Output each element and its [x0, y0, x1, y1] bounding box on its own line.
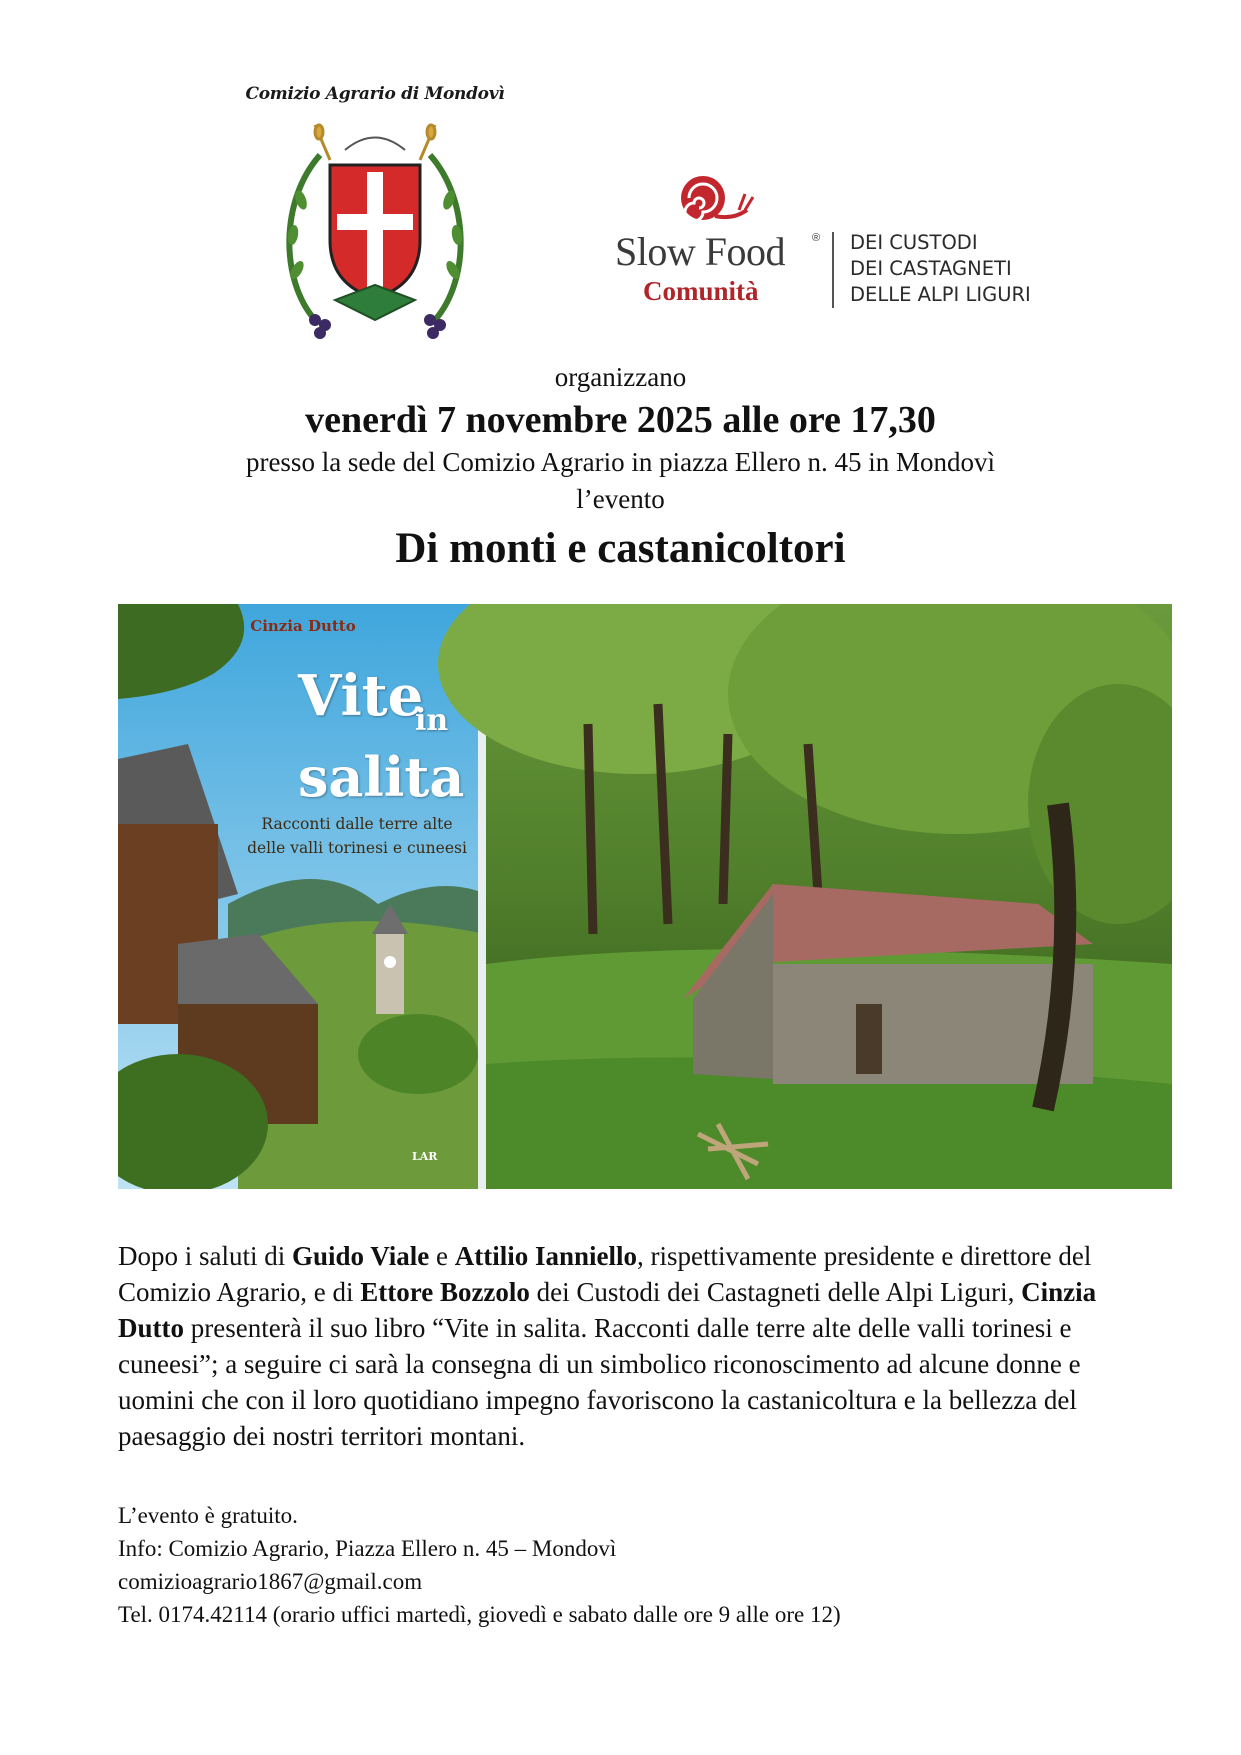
cover-subtitle [232, 812, 482, 860]
event-title: Di monti e castanicoltori [395, 525, 846, 572]
cover-publisher: LAR [412, 1150, 438, 1163]
event-description [118, 1238, 1148, 1454]
slowfood-logo [615, 170, 1075, 340]
evento-text: l’evento [576, 484, 665, 514]
info-line: Info: Comizio Agrario, Piazza Ellero n. 45 – Mondovì [118, 1536, 617, 1561]
speaker-name: Cinzia Dutto [118, 1277, 1097, 1343]
event-venue: presso la sede del Comizio Agrario in piazza Ellero n. 45 in Mondovì [245, 447, 996, 477]
slowfood-wordmark: Slow Food [615, 229, 785, 274]
phone-line: Tel. 0174.42114 (orario uffici martedì, giovedì e sabato dalle ore 9 alle ore 12) [118, 1602, 841, 1627]
cover-title-salita: salita [298, 745, 465, 809]
cover-subtitle-line: delle valli torinesi e cuneesi [247, 839, 467, 857]
speaker-name: Guido Viale [292, 1241, 430, 1271]
text-run: e [429, 1241, 455, 1271]
event-date: venerdì 7 novembre 2025 alle ore 17,30 [305, 399, 936, 441]
speaker-name: Ettore Bozzolo [360, 1277, 530, 1307]
custodi-line: DELLE ALPI LIGURI [850, 283, 1031, 306]
text-run: dei Custodi dei Castagneti delle Alpi Liguri, [529, 1277, 1022, 1307]
photo-banner [118, 604, 1172, 1189]
registered-mark: ® [812, 232, 821, 244]
chestnut-forest-image [438, 604, 1172, 1189]
description-paragraph [118, 1238, 1148, 1454]
event-info [118, 1499, 1148, 1631]
snail-icon [675, 172, 755, 227]
custodi-lines [850, 230, 1031, 308]
banner-illustration [118, 604, 1172, 1189]
custodi-line: DEI CASTAGNETI [850, 257, 1012, 280]
savoy-cross-crest-icon [275, 120, 475, 340]
comizio-brand-text: Comizio Agrario di Mondovì [245, 84, 505, 104]
email-link[interactable]: comizioagrario1867@gmail.com [118, 1569, 423, 1594]
free-entry-note: L’evento è gratuito. [118, 1503, 298, 1528]
slowfood-comunita: Comunità [643, 276, 759, 306]
text-run: presenterà il suo libro “Vite in salita. Racconti dalle terre alte delle valli torinesi e cuneesi”; a seguire ci sarà la consegna di un simbolico riconoscimento ad alcune donne e uomini che con il loro quotidiano impegno favoriscono la castanicoltura e la bellezza del paesaggio dei nostri territori montani. [118, 1313, 1081, 1451]
cover-subtitle-line: Racconti dalle terre alte [261, 815, 453, 833]
comizio-agrario-logo [245, 80, 505, 345]
custodi-line: DEI CUSTODI [850, 231, 978, 254]
speaker-name: Attilio Ianniello [454, 1241, 638, 1271]
cover-title-vite: Vite [298, 663, 424, 729]
organizzano-text: organizzano [554, 362, 687, 392]
logo-divider [832, 232, 834, 308]
text-run: , rispettivamente presidente e direttore del Comizio Agrario, e di [118, 1241, 1092, 1307]
cover-author: Cinzia Dutto [250, 617, 356, 635]
text-run: Dopo i saluti di [118, 1241, 292, 1271]
cover-title-in: in [415, 703, 449, 738]
